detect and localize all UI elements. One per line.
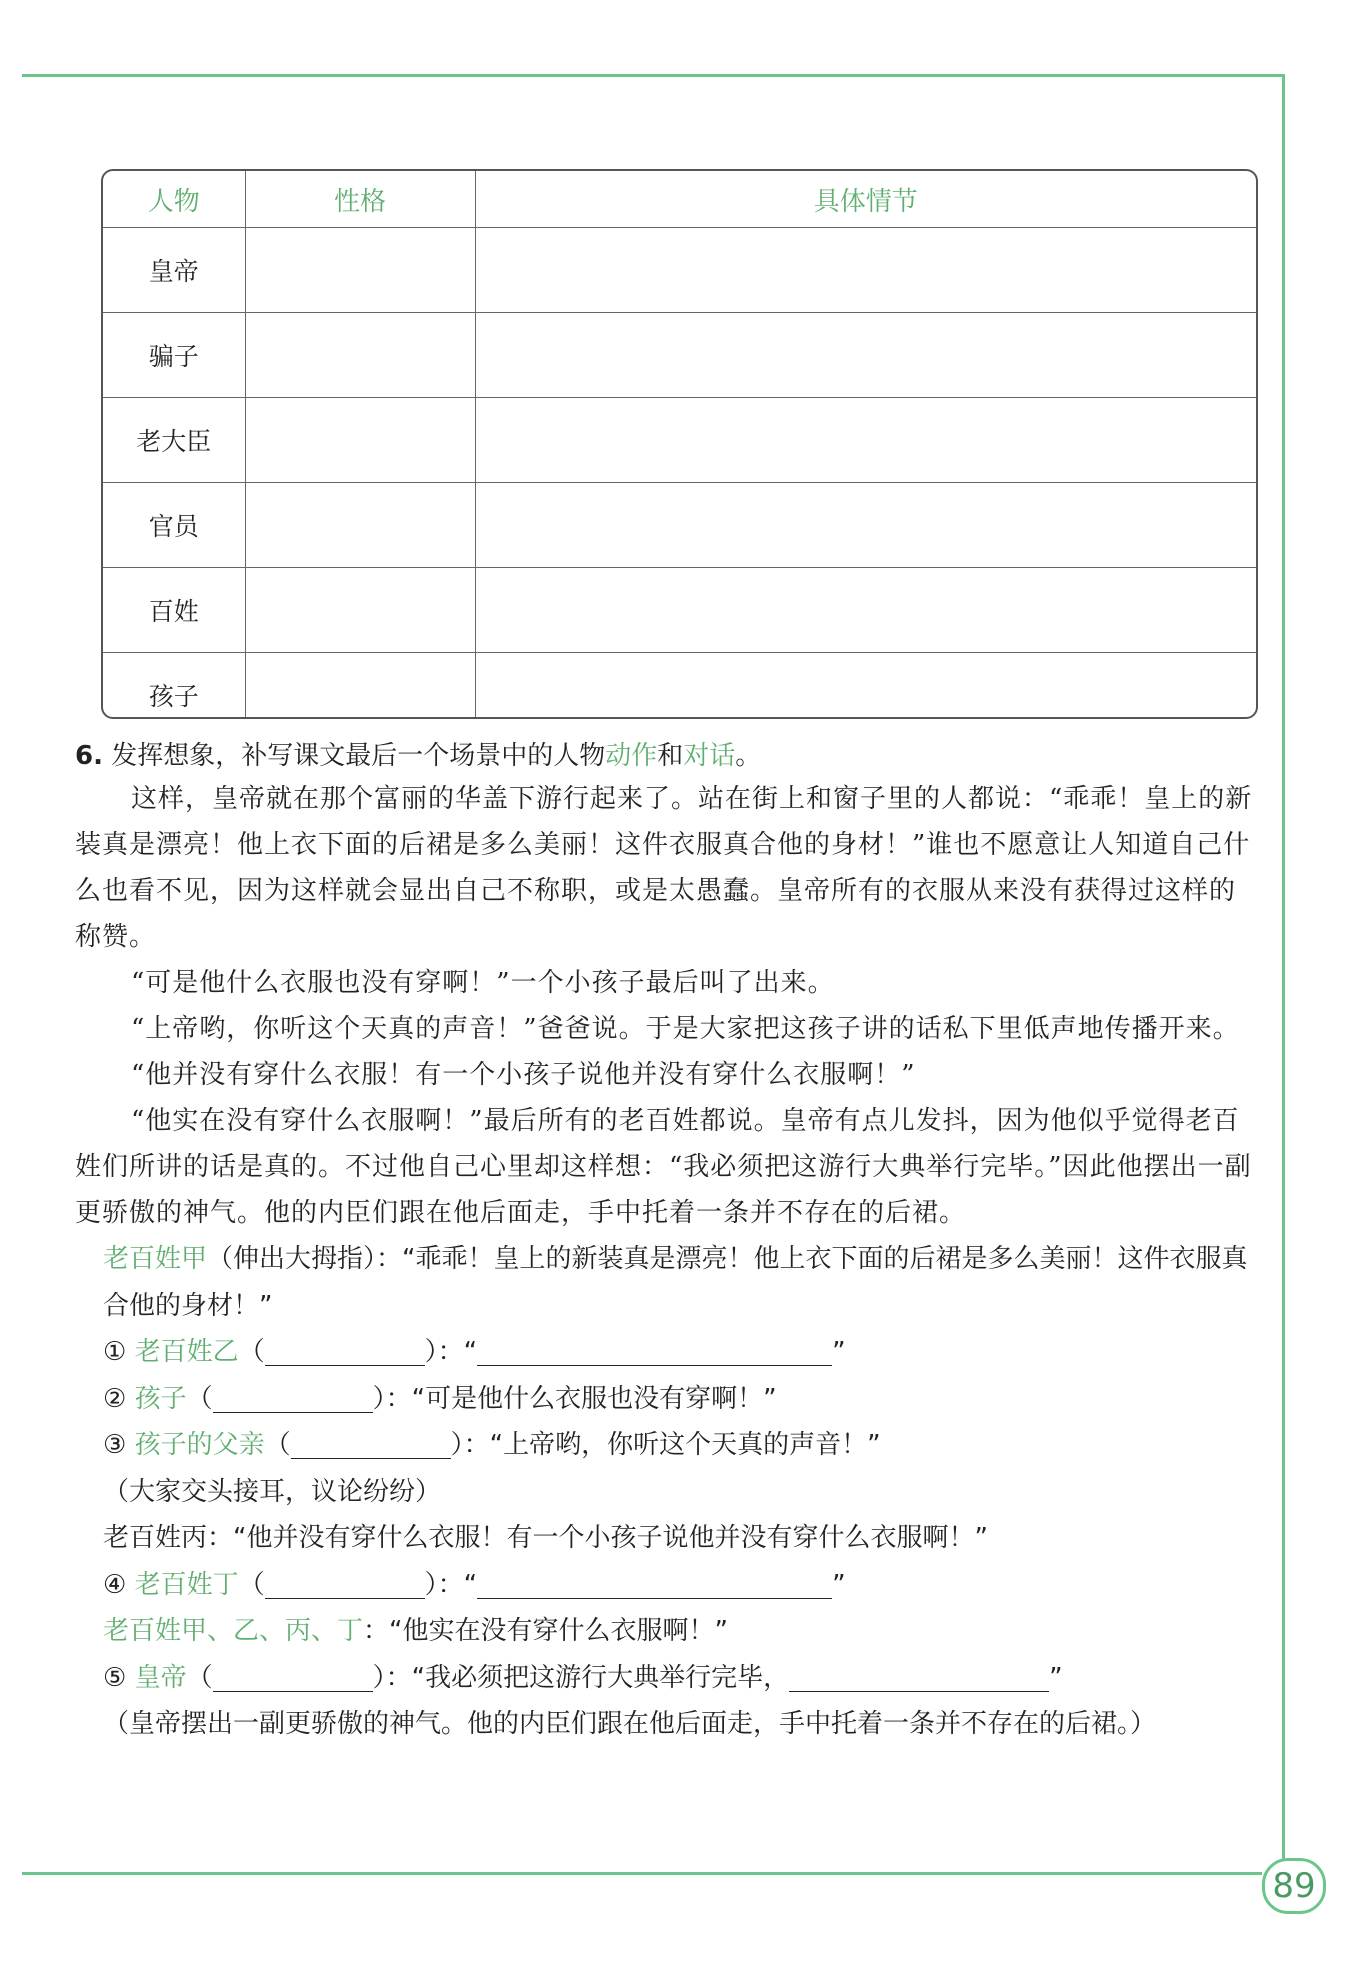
plot-cell[interactable] xyxy=(475,398,1256,483)
personality-cell[interactable] xyxy=(245,568,475,653)
header-plot: 具体情节 xyxy=(475,171,1256,228)
row-label: 官员 xyxy=(103,483,245,568)
plot-cell[interactable] xyxy=(475,483,1256,568)
speech-blank[interactable] xyxy=(789,1661,1049,1692)
table-row xyxy=(103,398,1256,483)
dialogue-line: 老百姓甲、乙、丙、丁：“他实在没有穿什么衣服啊！” xyxy=(103,1616,728,1646)
row-label: 骗子 xyxy=(103,313,245,398)
table-row xyxy=(103,653,1256,720)
dialogue-line: ② 孩子（ ）：“可是他什么衣服也没有穿啊！” xyxy=(103,1383,777,1414)
passage-paragraph: 这样，皇帝就在那个富丽的华盖下游行起来了。站在街上和窗子里的人都说：“乖乖！皇上的新装真是漂亮！他上衣下面的后裙是多么美丽！这件衣服真合他的身材！”谁也不愿意让人知道自己什么也看不见，因为这样就会显出自己不称职，或是太愚蠢。皇帝所有的衣服从来没有获得过这样的称赞。 xyxy=(75,784,1253,952)
dialogue-line: ③ 孩子的父亲（ ）：“上帝哟，你听这个天真的声音！” xyxy=(103,1430,881,1460)
page-number: 89 xyxy=(1262,1858,1326,1914)
personality-cell[interactable] xyxy=(245,313,475,398)
action-blank[interactable] xyxy=(213,1661,373,1692)
passage-paragraph: “他实在没有穿什么衣服啊！”最后所有的老百姓都说。皇帝有点儿发抖，因为他似乎觉得老百姓们所讲的话是真的。不过他自己心里却这样想：“我必须把这游行大典举行完毕。”因此他摆出一副更骄傲的神气。他的内臣们跟在他后面走，手中托着一条并不存在的后裙。 xyxy=(75,1106,1252,1228)
table-row xyxy=(103,568,1256,653)
action-blank[interactable] xyxy=(291,1428,451,1459)
dialogue-line: ⑤ 皇帝（ ）：“我必须把这游行大典举行完毕， ” xyxy=(103,1662,1063,1693)
personality-cell[interactable] xyxy=(245,228,475,313)
character-table xyxy=(101,169,1258,719)
table-header-row xyxy=(103,171,1256,228)
keyword-dialogue: 对话 xyxy=(683,741,736,771)
stage-direction: （皇帝摆出一副更骄傲的神气。他的内臣们跟在他后面走，手中托着一条并不存在的后裙。） xyxy=(103,1709,1157,1739)
row-label: 皇帝 xyxy=(103,228,245,313)
passage-paragraph: “上帝哟，你听这个天真的声音！”爸爸说。于是大家把这孩子讲的话私下里低声地传播开来。 xyxy=(131,1014,1240,1044)
action-blank[interactable] xyxy=(265,1568,425,1599)
action-blank[interactable] xyxy=(265,1335,425,1366)
dialogue-line: 老百姓甲（伸出大拇指）：“乖乖！皇上的新装真是漂亮！他上衣下面的后裙是多么美丽！这件衣服真合他的身材！” xyxy=(103,1244,1248,1321)
page-frame-bottom xyxy=(22,1872,1262,1875)
plot-cell[interactable] xyxy=(475,653,1256,720)
page-frame-top xyxy=(22,74,1282,77)
table-row xyxy=(103,483,1256,568)
speech-blank[interactable] xyxy=(477,1335,832,1366)
row-label: 老大臣 xyxy=(103,398,245,483)
personality-cell[interactable] xyxy=(245,398,475,483)
table-row xyxy=(103,228,1256,313)
action-blank[interactable] xyxy=(213,1382,373,1413)
dialogue-line: ① 老百姓乙（ ）：“ ” xyxy=(103,1337,846,1367)
row-label: 百姓 xyxy=(103,568,245,653)
passage-paragraph: “他并没有穿什么衣服！有一个小孩子说他并没有穿什么衣服啊！” xyxy=(131,1060,916,1090)
question-6-section xyxy=(75,736,1260,1748)
plot-cell[interactable] xyxy=(475,568,1256,653)
speech-blank[interactable] xyxy=(477,1568,832,1599)
dialogue-line: ④ 老百姓丁（ ）：“ ” xyxy=(103,1569,846,1600)
question-6-heading: 6. 发挥想象，补写课文最后一个场景中的人物动作和对话。 xyxy=(75,741,762,771)
header-character: 人物 xyxy=(103,171,245,228)
personality-cell[interactable] xyxy=(245,653,475,720)
table-row xyxy=(103,313,1256,398)
plot-cell[interactable] xyxy=(475,228,1256,313)
row-label: 孩子 xyxy=(103,653,245,720)
keyword-action: 动作 xyxy=(605,741,658,771)
passage-paragraph: “可是他什么衣服也没有穿啊！”一个小孩子最后叫了出来。 xyxy=(131,968,835,998)
page-frame-right xyxy=(1282,74,1285,1874)
header-personality: 性格 xyxy=(245,171,475,228)
personality-cell[interactable] xyxy=(245,483,475,568)
plot-cell[interactable] xyxy=(475,313,1256,398)
dialogue-line: 老百姓丙：“他并没有穿什么衣服！有一个小孩子说他并没有穿什么衣服啊！” xyxy=(103,1523,988,1553)
stage-direction: （大家交头接耳，议论纷纷） xyxy=(103,1476,442,1507)
